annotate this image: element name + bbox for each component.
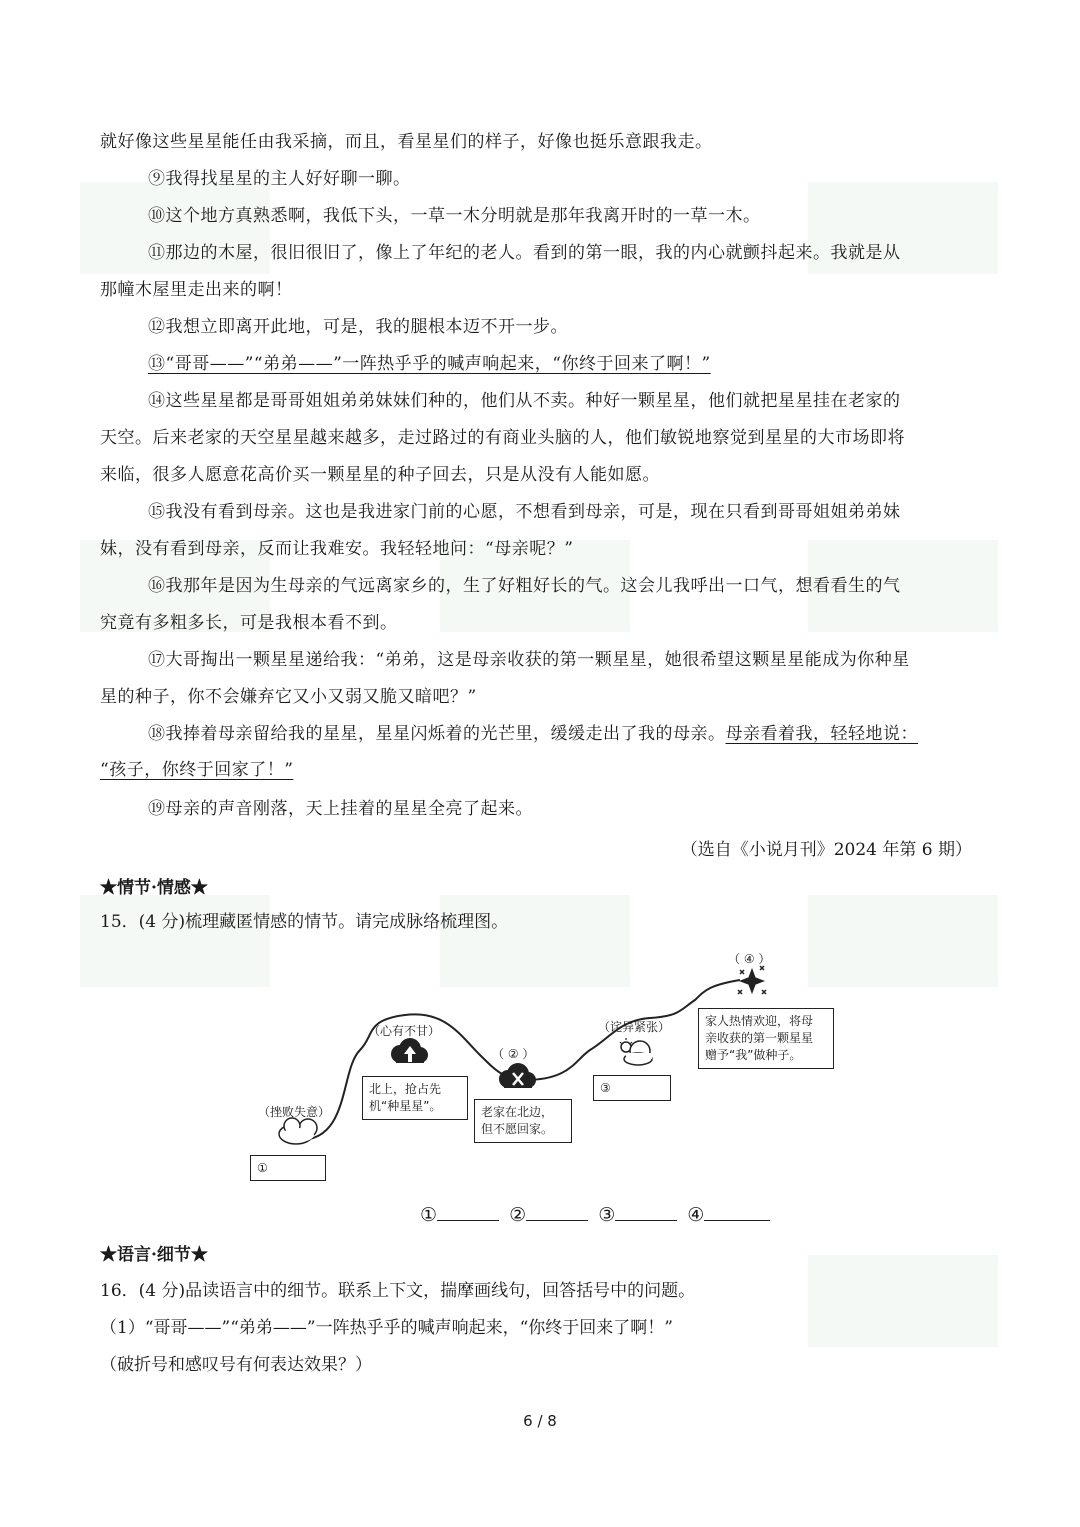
story-line: 那幢木屋里走出来的啊！ [100, 280, 293, 300]
question-16-part-1-hint: （破折号和感叹号有何表达效果？） [100, 1355, 372, 1375]
label-surprised-nervous: （诧异紧张） [598, 1020, 671, 1034]
answer-label-4: ④ [687, 1204, 705, 1226]
story-line: ⑰大哥掏出一颗星星递给我：“弟弟，这是母亲收获的第一颗星星，她很希望这颗星星能成为你种星 [148, 650, 910, 670]
paragraph-18-cont: “孩子，你终于回家了！” [100, 760, 294, 780]
story-line: 就好像这些星星能任由我采摘，而且，看星星们的样子，好像也挺乐意跟我走。 [100, 132, 713, 152]
paragraph-19: ⑲母亲的声音刚落，天上挂着的星星全亮了起来。 [148, 799, 533, 819]
answer-blank-3[interactable] [615, 1202, 677, 1221]
sparkle-stars-icon [738, 966, 766, 994]
question-15: 15．(4 分)梳理藏匿情感的情节。请完成脉络梳理图。 [100, 912, 509, 932]
box-3-line-2: 但不愿回家。 [481, 1122, 554, 1136]
answer-blank-1[interactable] [437, 1202, 499, 1221]
story-line: 妹，没有看到母亲，反而让我难安。我轻轻地问：“母亲呢？” [100, 539, 574, 559]
label-frustrated: （挫败失意） [258, 1105, 331, 1119]
cloud-upload-icon [391, 1038, 428, 1063]
box-4-text: ③ [600, 1081, 611, 1095]
p18-text: ⑱我捧着母亲留给我的星星，星星闪烁着的光芒里，缓缓走出了我的母亲。 [148, 724, 726, 744]
diagram-box-5 [698, 1008, 834, 1069]
answer-blanks [420, 1202, 774, 1226]
story-line: ⑩这个地方真熟悉啊，我低下头，一草一木分明就是那年我离开时的一草一木。 [148, 206, 761, 226]
paragraph-18 [148, 722, 918, 746]
box-5-line-2: 亲收获的第一颗星星 [705, 1031, 814, 1045]
cloud-error-icon [499, 1063, 536, 1088]
answer-label-1: ① [420, 1204, 438, 1226]
box-5-line-1: 家人热情欢迎，将母 [705, 1014, 814, 1028]
box-3-line-1: 老家在北边， [481, 1105, 554, 1119]
answer-label-3: ③ [598, 1204, 616, 1226]
section-heading-plot: ★情节·情感★ [100, 878, 208, 898]
cloud-icon [279, 1118, 317, 1144]
watermark [808, 1255, 998, 1347]
story-line: ⑮我没有看到母亲。这也是我进家门前的心愿，不想看到母亲，可是，现在只看到哥哥姐姐弟弟妹 [148, 502, 901, 522]
story-line: ⑬“哥哥——”“弟弟——”一阵热乎乎的喊声响起来，“你终于回来了啊！” [148, 354, 711, 374]
story-line: ⑪那边的木屋，很旧很旧了，像上了年纪的老人。看到的第一眼，我的内心就颤抖起来。我就是从 [148, 243, 901, 263]
cloud-sun-icon [620, 1038, 652, 1065]
source-citation: （选自《小说月刊》2024 年第 6 期） [680, 840, 972, 860]
p18-underlined: 母亲看着我，轻轻地说： [725, 724, 918, 744]
story-line: ⑫我想立即离开此地，可是，我的腿根本迈不开一步。 [148, 317, 568, 337]
label-blank-4: （ ④ ） [728, 952, 771, 966]
answer-label-2: ② [509, 1204, 527, 1226]
label-blank-2: （ ② ） [492, 1047, 535, 1061]
answer-blank-4[interactable] [704, 1202, 770, 1221]
story-line: ⑯我那年是因为生母亲的气远离家乡的，生了好粗好长的气。这会儿我呼出一口气，想看看生的气 [148, 576, 901, 596]
label-unwilling: （心有不甘） [368, 1024, 441, 1038]
answer-blank-2[interactable] [526, 1202, 588, 1221]
box-2-line-1: 北上，抢占先 [369, 1082, 442, 1096]
diagram-box-1 [250, 1155, 326, 1181]
story-line: 究竟有多粗多长，可是我根本看不到。 [100, 613, 398, 633]
box-5-line-3: 赠予“我”做种子。 [705, 1048, 802, 1062]
story-line: 来临，很多人愿意花高价买一颗星星的种子回去，只是从没有人能如愿。 [100, 465, 660, 485]
question-16: 16．(4 分)品读语言中的细节。联系上下文，揣摩画线句，回答括号中的问题。 [100, 1281, 696, 1301]
box-1-text: ① [257, 1161, 268, 1175]
diagram-box-3 [474, 1099, 572, 1143]
story-line: 天空。后来老家的天空星星越来越多，走过路过的有商业头脑的人，他们敏锐地察觉到星星的大市场即将 [100, 428, 905, 448]
story-line: ⑭这些星星都是哥哥姐姐弟弟妹妹们种的，他们从不卖。种好一颗星星，他们就把星星挂在老家的 [148, 391, 901, 411]
page-number: 6 / 8 [523, 1412, 557, 1430]
question-16-part-1: （1）“哥哥——”“弟弟——”一阵热乎乎的喊声响起来，“你终于回来了啊！” [100, 1318, 673, 1338]
section-heading-language: ★语言·细节★ [100, 1245, 208, 1265]
story-line: ⑨我得找星星的主人好好聊一聊。 [148, 169, 411, 189]
story-line: 星的种子，你不会嫌弃它又小又弱又脆又暗吧？” [100, 687, 477, 707]
diagram-box-2 [362, 1076, 468, 1120]
diagram-box-4 [593, 1075, 671, 1101]
box-2-line-2: 机“种星星”。 [369, 1099, 442, 1113]
